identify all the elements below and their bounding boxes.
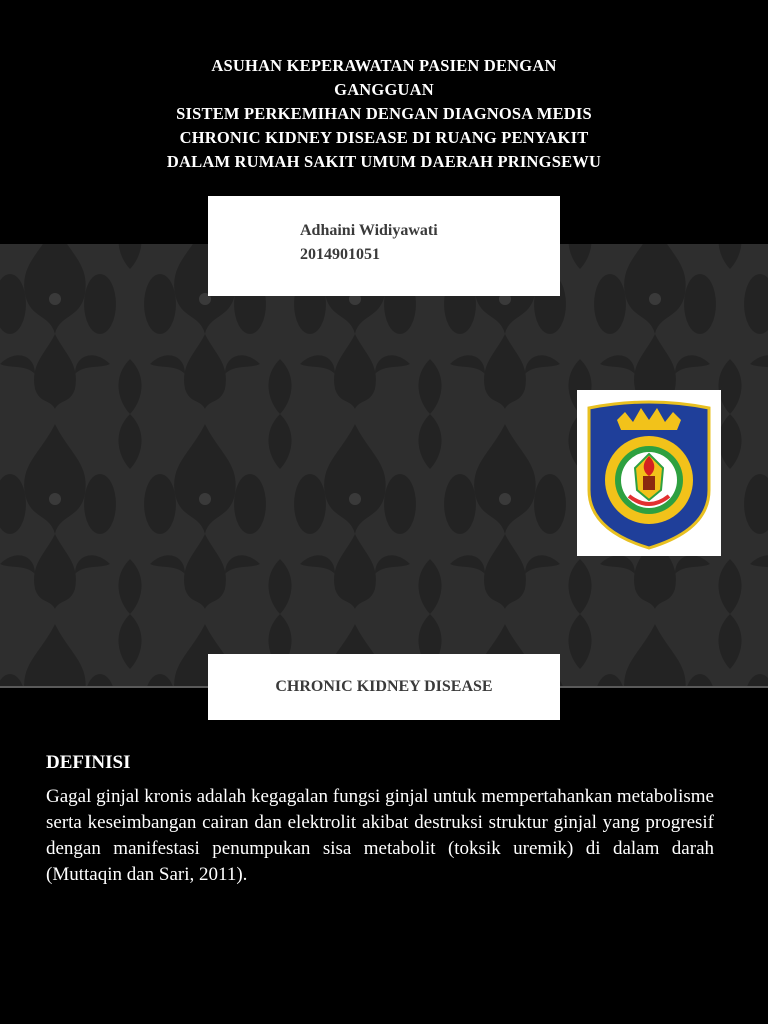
author-name: Adhaini Widiyawati bbox=[300, 222, 438, 239]
title-line-5: DALAM RUMAH SAKIT UMUM DAERAH PRINGSEWU bbox=[166, 152, 602, 171]
definition-body: Gagal ginjal kronis adalah kegagalan fungsi ginjal untuk mempertahankan metabolisme serta keseimbangan cairan dan elektrolit akibat destruksi struktur ginjal yang progresif dengan manifestasi penumpukan sisa metabolit (toksik uremik) di dalam darah (Muttaqin dan Sari, 2011). bbox=[46, 786, 714, 885]
author-nim: 2014901051 bbox=[300, 246, 380, 263]
definition-heading: DEFINISI bbox=[46, 752, 131, 773]
logo-box bbox=[577, 390, 721, 556]
subtitle-box bbox=[208, 654, 560, 720]
slide-title bbox=[0, 54, 768, 174]
title-line-4: CHRONIC KIDNEY DISEASE DI RUANG PENYAKIT bbox=[179, 128, 589, 147]
subtitle-text: CHRONIC KIDNEY DISEASE bbox=[275, 678, 493, 695]
institution-emblem-icon bbox=[577, 390, 721, 556]
title-line-3: SISTEM PERKEMIHAN DENGAN DIAGNOSA MEDIS bbox=[176, 104, 592, 123]
author-box bbox=[208, 196, 560, 296]
title-line-2: GANGGUAN bbox=[334, 80, 434, 99]
title-line-1: ASUHAN KEPERAWATAN PASIEN DENGAN bbox=[211, 56, 557, 75]
